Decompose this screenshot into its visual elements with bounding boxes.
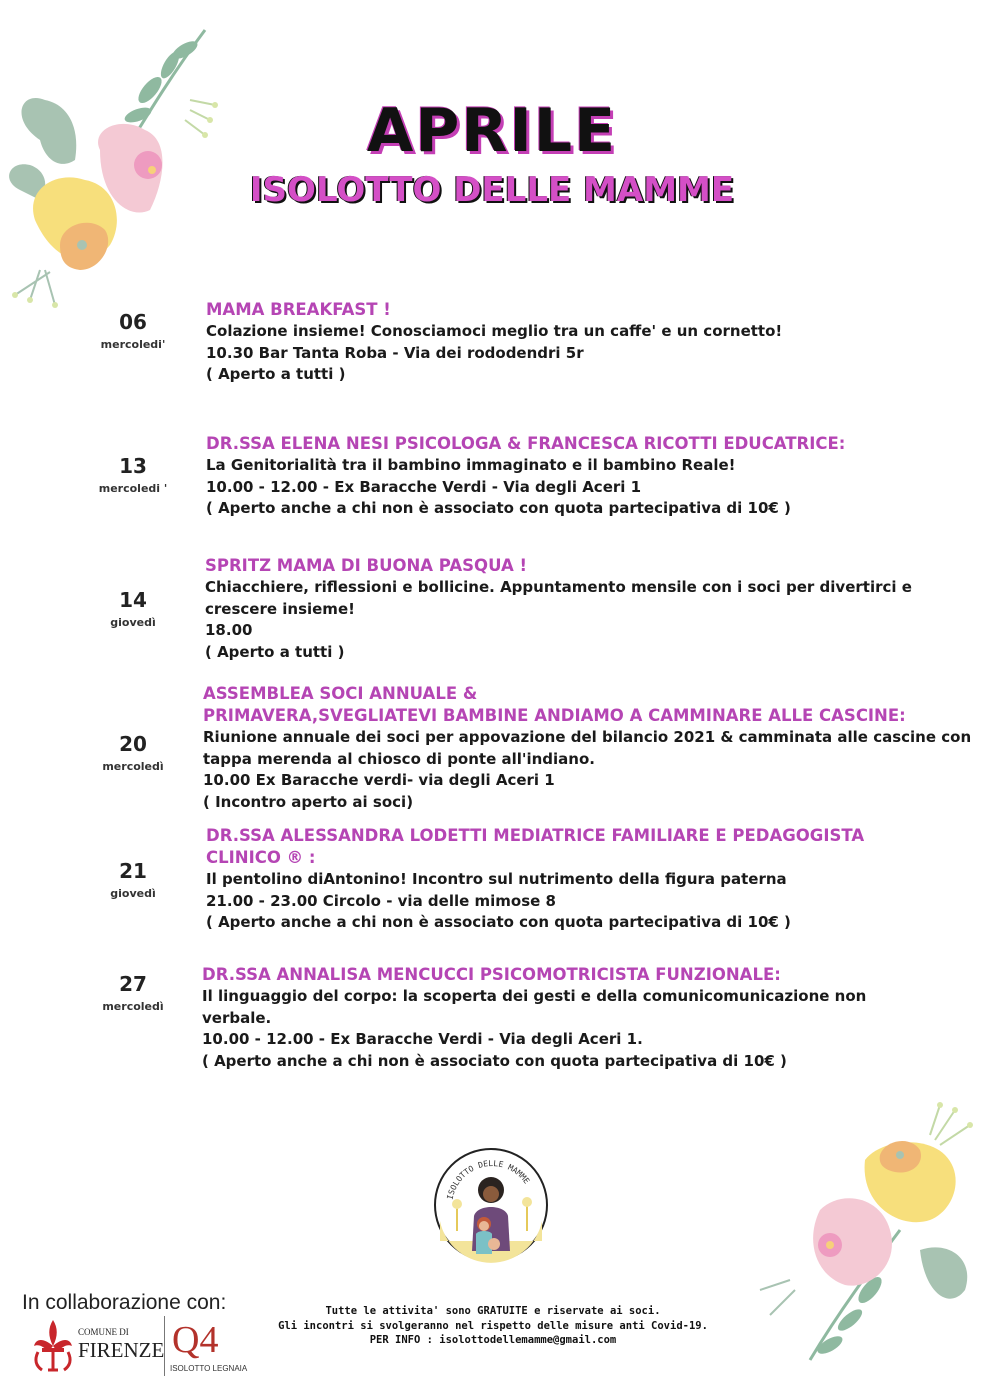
event-title: DR.SSA ANNALISA MENCUCCI PSICOMOTRICISTA FUNZIONALE: — [202, 965, 781, 984]
event-line: Il linguaggio del corpo: la scoperta dei gesti e della comunicomunicazione non — [202, 987, 867, 1005]
event-weekday: mercoledi' — [100, 338, 166, 351]
event-day: 27 — [119, 972, 147, 996]
event-line: verbale. — [202, 1008, 272, 1027]
footer-note-line: PER INFO : isolottodellemamme@gmail.com — [369, 1334, 617, 1346]
event-line: 21.00 - 23.00 Circolo - via delle mimose 8 — [206, 891, 556, 910]
event-date — [93, 859, 173, 900]
event-weekday: mercoledì — [102, 1000, 164, 1013]
page-title: APRILE — [366, 96, 618, 166]
event-body — [202, 964, 866, 1072]
footer-note-line: Tutte le attivita' sono GRATUITE e riservate ai soci. — [325, 1305, 661, 1317]
event-day: 13 — [119, 454, 147, 478]
event-title: ASSEMBLEA SOCI ANNUALE & — [203, 684, 478, 703]
event-day: 20 — [119, 732, 147, 756]
collaboration-label: In collaborazione con: — [22, 1291, 227, 1314]
event-line: Colazione insieme! Conosciamoci meglio tra un caffe' e un cornetto! — [206, 322, 783, 340]
event-day: 21 — [119, 859, 147, 883]
event-title: DR.SSA ELENA NESI PSICOLOGA & FRANCESCA RICOTTI EDUCATRICE: — [206, 434, 846, 453]
event-line: Il pentolino diAntonino! Incontro sul nutrimento della figura paterna — [206, 870, 787, 888]
partner-logos — [30, 1316, 250, 1380]
event-weekday: giovedì — [110, 887, 156, 900]
event-line: La Genitorialità tra il bambino immaginato e il bambino Reale! — [206, 456, 736, 474]
event-line: crescere insieme! — [205, 599, 355, 618]
event-date — [93, 732, 173, 773]
event-date — [93, 972, 173, 1013]
q4-logo-label: Q4 — [172, 1319, 219, 1361]
event-day: 14 — [119, 588, 147, 612]
event-line: ( Incontro aperto ai soci) — [203, 792, 414, 811]
event-line: ( Aperto anche a chi non è associato con quota partecipativa di 10€ ) — [206, 499, 791, 517]
event-line: ( Aperto a tutti ) — [205, 642, 345, 661]
event-line: 18.00 — [205, 621, 253, 639]
florence-lily-icon — [30, 1316, 76, 1376]
event-weekday: mercoledi ' — [98, 482, 168, 495]
q4-sub-label: ISOLOTTO LEGNAIA — [170, 1364, 248, 1373]
event-body — [203, 683, 971, 813]
event-line: tappa merenda al chiosco di ponte all'indiano. — [203, 749, 595, 768]
org-logo-text: ISOLOTTO DELLE MAMME — [445, 1158, 532, 1201]
floral-decoration-bottom-right — [750, 1100, 984, 1390]
footer-notes — [268, 1304, 718, 1348]
event-title: CLINICO ® : — [206, 848, 316, 867]
firenze-big-label: FIRENZE — [78, 1338, 165, 1362]
event-body — [206, 433, 845, 520]
firenze-small-label: COMUNE DI — [78, 1327, 129, 1337]
event-weekday: giovedì — [110, 616, 156, 629]
event-body — [205, 555, 912, 663]
event-title: DR.SSA ALESSANDRA LODETTI MEDIATRICE FAMILIARE E PEDAGOGISTA — [206, 826, 865, 845]
event-line: 10.30 Bar Tanta Roba - Via dei rododendri 5r — [206, 343, 584, 362]
footer-note-line: Gli incontri si svolgeranno nel rispetto delle misure anti Covid-19. — [278, 1319, 708, 1332]
event-weekday: mercoledì — [102, 760, 164, 773]
event-line: 10.00 - 12.00 - Ex Baracche Verdi - Via degli Aceri 1 — [206, 477, 642, 496]
event-line: Riunione annuale dei soci per appovazione del bilancio 2021 & camminata alle cascine con — [203, 728, 972, 746]
event-body — [206, 299, 782, 386]
event-title: PRIMAVERA,SVEGLIATEVI BAMBINE ANDIAMO A CAMMINARE ALLE CASCINE: — [203, 706, 906, 725]
event-line: 10.00 Ex Baracche verdi- via degli Aceri 1 — [203, 771, 555, 789]
event-date — [93, 310, 173, 351]
event-line: ( Aperto anche a chi non è associato con quota partecipativa di 10€ ) — [206, 913, 791, 931]
event-day: 06 — [119, 310, 147, 334]
event-body — [206, 825, 864, 934]
event-line: ( Aperto a tutti ) — [206, 365, 346, 383]
page-subtitle: ISOLOTTO DELLE MAMME — [249, 170, 735, 210]
organization-logo — [432, 1146, 550, 1264]
event-line: ( Aperto anche a chi non è associato con quota partecipativa di 10€ ) — [202, 1051, 787, 1070]
event-date — [93, 588, 173, 629]
event-line: Chiacchiere, riflessioni e bollicine. Appuntamento mensile con i soci per divertirci e — [205, 578, 912, 596]
logo-divider — [164, 1316, 165, 1376]
event-date — [93, 454, 173, 495]
event-line: 10.00 - 12.00 - Ex Baracche Verdi - Via degli Aceri 1. — [202, 1030, 643, 1048]
event-title: MAMA BREAKFAST ! — [206, 300, 391, 319]
event-title: SPRITZ MAMA DI BUONA PASQUA ! — [205, 556, 527, 575]
